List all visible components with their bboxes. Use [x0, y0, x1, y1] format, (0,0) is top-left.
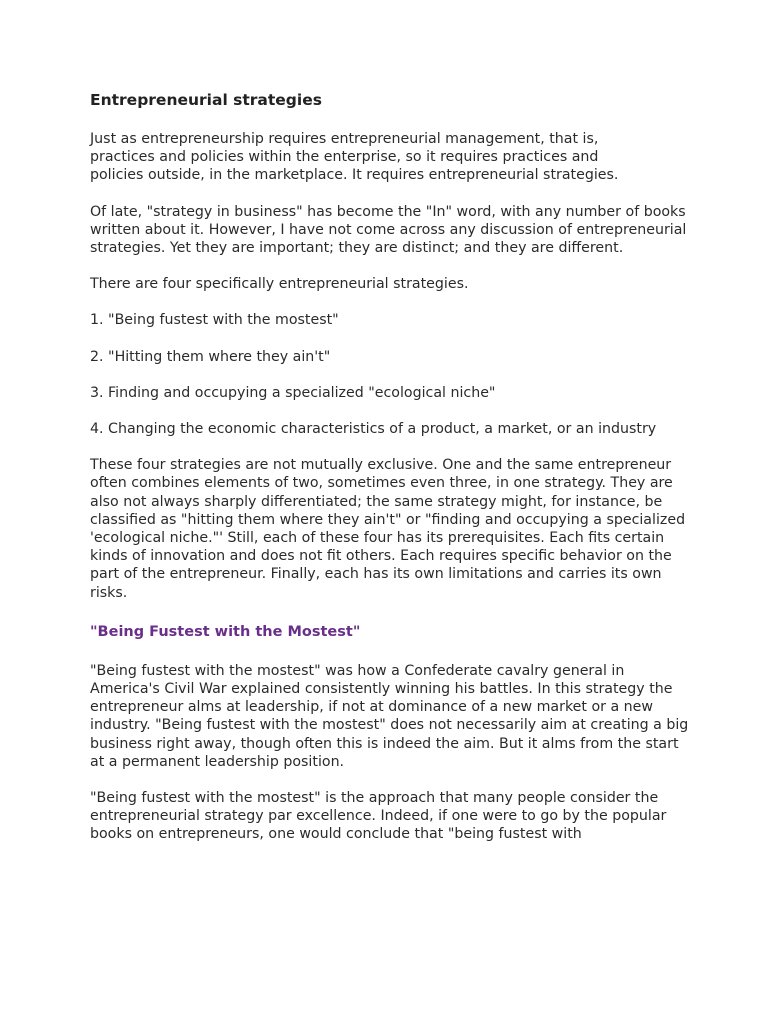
- strategy-item-3: 3. Finding and occupying a specialized "ecological niche": [90, 384, 496, 401]
- section-paragraph-2: "Being fustest with the mostest" is the approach that many people consider the entrepreneurial strategy par excellence. Indeed, if one were to go by the popular books on entrepreneurs, one would conclude that "being fustest with: [90, 790, 667, 843]
- document-title: Entrepreneurial strategies: [90, 91, 322, 109]
- section-heading: "Being Fustest with the Mostest": [90, 623, 361, 640]
- strategy-item-2: 2. "Hitting them where they ain't": [90, 348, 331, 365]
- strategy-context-paragraph: Of late, "strategy in business" has become the "In" word, with any number of books written about it. However, I have not come across any discussion of entrepreneurial strategies. Yet they are important; they are distinct; and they are different.: [90, 203, 687, 257]
- document-page: [90, 88, 690, 862]
- strategy-item-4: 4. Changing the economic characteristics of a product, a market, or an industry: [90, 421, 657, 438]
- strategies-intro-paragraph: There are four specifically entrepreneurial strategies.: [90, 276, 469, 293]
- strategies-summary-paragraph: These four strategies are not mutually exclusive. One and the same entrepreneur often combines elements of two, sometimes even three, in one strategy. They are also not always sharply differentiated; the same strategy might, for instance, be classified as "hitting them where they ain't" or "finding and occupying a specialized 'ecological niche."' Still, each of these four has its prerequisites. Each fits certain kinds of innovation and does not fit others. Each requires specific behavior on the part of the entrepreneur. Finally, each has its own limitations and carries its own risks.: [90, 457, 686, 601]
- intro-paragraph: Just as entrepreneurship requires entrepreneurial management, that is, practices and policies within the enterprise, so it requires practices and policies outside, in the marketplace. It requires entrepreneurial strategies.: [90, 131, 619, 184]
- section-paragraph-1: "Being fustest with the mostest" was how a Confederate cavalry general in America's Civil War explained consistently winning his battles. In this strategy the entrepreneur alms at leadership, if not at dominance of a new market or a new industry. "Being fustest with the mostest" does not necessarily aim at creating a big business right away, though often this is indeed the aim. But it alms from the start at a permanent leadership position.: [90, 662, 689, 770]
- strategy-item-1: 1. "Being fustest with the mostest": [90, 312, 339, 329]
